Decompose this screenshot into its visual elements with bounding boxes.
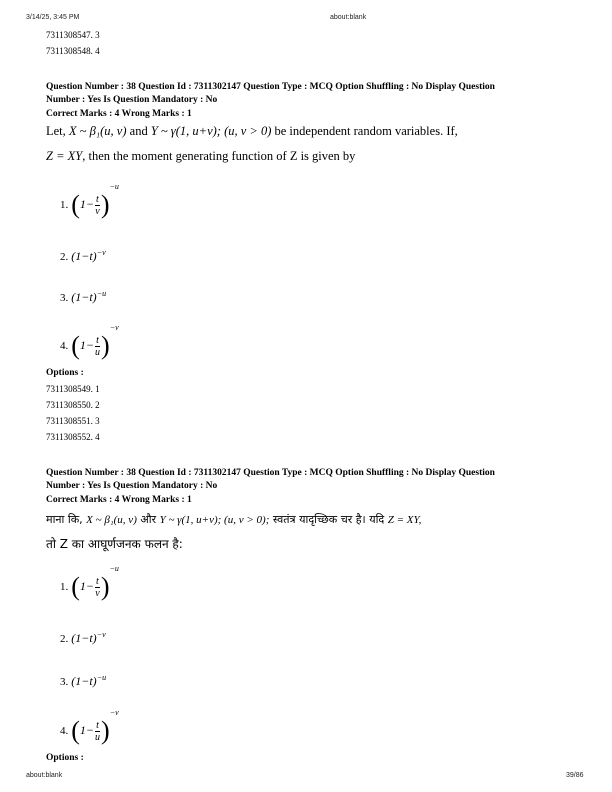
fraction-numerator: t <box>96 575 99 587</box>
choice-4 <box>60 322 119 360</box>
options-label: Options : <box>46 368 84 378</box>
choice-number: 2. <box>60 633 69 645</box>
fraction-denominator: v <box>95 205 100 217</box>
math-expression: 1− <box>79 196 95 211</box>
option-id: 7311308547. 3 <box>46 30 100 40</box>
math-expression: 1− <box>79 337 95 352</box>
math-expression: (1−t) <box>71 631 97 645</box>
options-label: Options : <box>46 753 84 763</box>
math-expression: X ~ β₁(u, v) <box>86 514 137 526</box>
fraction <box>95 576 100 599</box>
choice-number: 3. <box>60 292 69 304</box>
choice-number: 1. <box>60 198 69 211</box>
question-text-line2: तो Z का आघूर्णजनक फलन है: <box>46 537 183 551</box>
math-expression: Z = XY <box>46 149 83 163</box>
option-id: 7311308552. 4 <box>46 432 100 442</box>
math-expression: Z = XY, <box>387 514 422 526</box>
exponent: −u <box>96 673 107 682</box>
fraction-denominator: v <box>95 587 100 599</box>
fraction <box>95 335 100 358</box>
question-meta-line1: Question Number : 38 Question Id : 7311302147 Question Type : MCQ Option Shuffling : No Display Question <box>46 468 495 478</box>
choice-number: 1. <box>60 580 69 593</box>
option-id: 7311308550. 2 <box>46 400 100 410</box>
choice-number: 4. <box>60 724 69 737</box>
question-text-line2 <box>46 149 355 164</box>
text-fragment: and <box>126 124 151 138</box>
text-fragment: Let, <box>46 124 69 138</box>
paren: ( <box>71 572 80 601</box>
math-expression: 1− <box>79 578 95 593</box>
text-fragment: माना कि, <box>46 513 87 526</box>
option-id: 7311308551. 3 <box>46 416 100 426</box>
math-expression: (1−t) <box>71 674 97 688</box>
choice-3 <box>60 289 106 305</box>
math-expression: (1−t) <box>71 290 97 304</box>
question-marks: Correct Marks : 4 Wrong Marks : 1 <box>46 495 192 505</box>
choice-3 <box>60 673 106 689</box>
question-text-line1 <box>46 124 458 139</box>
exponent: −v <box>96 630 106 639</box>
fraction-denominator: u <box>95 731 101 743</box>
exponent: −v <box>109 707 119 717</box>
choice-1 <box>60 563 119 601</box>
question-meta-line2: Number : Yes Is Question Mandatory : No <box>46 481 218 491</box>
math-expression: 1− <box>79 722 95 737</box>
exponent: −v <box>109 322 119 332</box>
paren: ) <box>100 572 110 601</box>
exponent: −u <box>96 289 107 298</box>
fraction-numerator: t <box>96 334 99 346</box>
header-datetime: 3/14/25, 3:45 PM <box>26 14 80 21</box>
math-expression: Y ~ γ(1, u+v); (u, v > 0); <box>159 514 270 526</box>
choice-number: 3. <box>60 676 69 688</box>
paren: ) <box>101 716 110 745</box>
math-expression: Y ~ γ(1, u+v); (u, v > 0) <box>150 124 272 138</box>
paren: ) <box>101 331 110 360</box>
text-fragment: और <box>136 513 160 526</box>
fraction <box>95 720 100 743</box>
question-text-line1 <box>46 512 421 527</box>
paren: ( <box>71 331 80 360</box>
choice-number: 2. <box>60 251 69 263</box>
option-id: 7311308548. 4 <box>46 46 100 56</box>
choice-1 <box>60 181 119 219</box>
choice-number: 4. <box>60 339 69 352</box>
text-fragment: be independent random variables. If, <box>271 124 458 138</box>
fraction-numerator: t <box>96 719 99 731</box>
footer-url: about:blank <box>26 772 63 779</box>
question-meta-line2: Number : Yes Is Question Mandatory : No <box>46 95 218 105</box>
page-number: 39/86 <box>566 772 584 779</box>
exponent: −v <box>96 248 106 257</box>
fraction <box>95 194 100 217</box>
math-expression: (1−t) <box>71 249 97 263</box>
choice-2 <box>60 248 106 264</box>
choice-2 <box>60 630 106 646</box>
paren: ( <box>71 190 80 219</box>
fraction-denominator: u <box>95 346 101 358</box>
exponent: −u <box>109 563 119 573</box>
paren: ( <box>71 716 80 745</box>
text-fragment: स्वतंत्र यादृच्छिक चर है। यदि <box>269 513 388 526</box>
fraction-numerator: t <box>96 193 99 205</box>
choice-4 <box>60 707 119 745</box>
math-expression: X ~ β₁(u, v) <box>68 124 127 138</box>
question-meta-line1: Question Number : 38 Question Id : 7311302147 Question Type : MCQ Option Shuffling : No Display Question <box>46 82 495 92</box>
header-url: about:blank <box>330 14 367 21</box>
paren: ) <box>100 190 110 219</box>
question-marks: Correct Marks : 4 Wrong Marks : 1 <box>46 109 192 119</box>
option-id: 7311308549. 1 <box>46 384 100 394</box>
exponent: −u <box>109 181 119 191</box>
text-fragment: , then the moment generating function of Z is given by <box>82 149 356 163</box>
